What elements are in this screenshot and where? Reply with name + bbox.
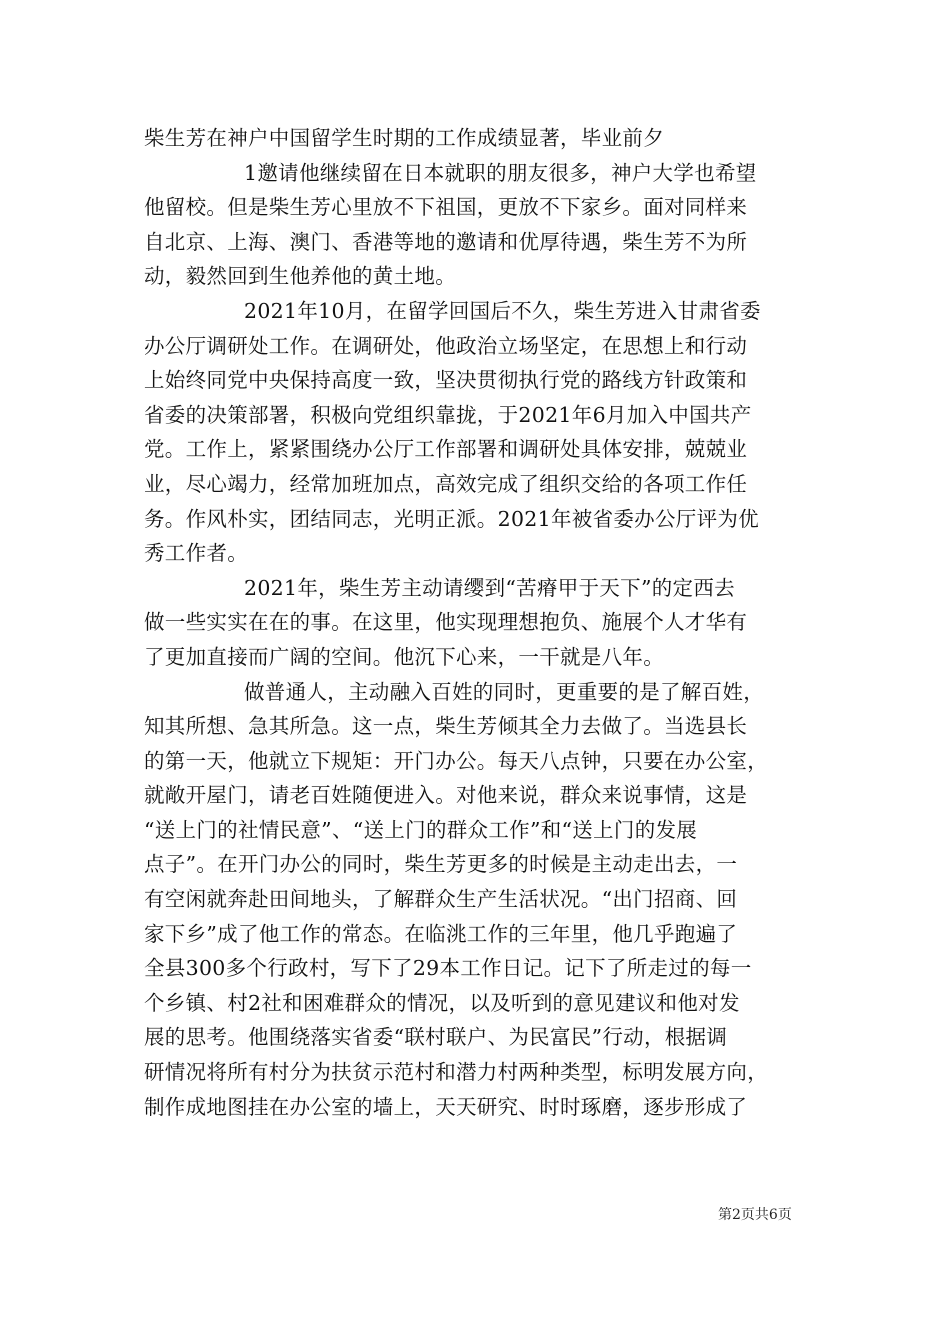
- text-line: 家下乡”成了他工作的常态。在临洮工作的三年里，他几乎跑遍了: [144, 921, 738, 946]
- page-number-footer: 第2页共6页: [718, 1207, 792, 1223]
- text-line: 务。作风朴实，团结同志，光明正派。2021年被省委办公厅评为优: [144, 506, 759, 531]
- text-line: 有空闲就奔赴田间地头，了解群众生产生活状况。“出门招商、回: [144, 887, 738, 912]
- text-line: 制作成地图挂在办公室的墙上，天天研究、时时琢磨，逐步形成了: [144, 1094, 748, 1119]
- text-line: 秀工作者。: [144, 541, 248, 566]
- text-line: 就敞开屋门，请老百姓随便进入。对他来说，群众来说事情，这是: [144, 783, 748, 808]
- text-line: 1邀请他继续留在日本就职的朋友很多，神户大学也希望: [244, 160, 757, 185]
- text-line: 业，尽心竭力，经常加班加点，高效完成了组织交给的各项工作任: [144, 471, 748, 496]
- text-line: 上始终同党中央保持高度一致，坚决贯彻执行党的路线方针政策和: [144, 368, 748, 393]
- text-line: 展的思考。他围绕落实省委“联村联户、为民富民”行动，根据调: [144, 1025, 728, 1050]
- text-line: 动，毅然回到生他养他的黄土地。: [144, 264, 456, 289]
- text-line: 柴生芳在神户中国留学生时期的工作成绩显著，毕业前夕: [144, 126, 664, 150]
- text-line: 的第一天，他就立下规矩：开门办公。每天八点钟，只要在办公室，: [144, 748, 768, 773]
- text-line: 2021年10月，在留学回国后不久，柴生芳进入甘肃省委: [244, 298, 761, 323]
- text-line: 党。工作上，紧紧围绕办公厅工作部署和调研处具体安排，兢兢业: [144, 437, 748, 462]
- text-line: 知其所想、急其所急。这一点，柴生芳倾其全力去做了。当选县长: [144, 714, 748, 739]
- text-line: 全县300多个行政村，写下了29本工作日记。记下了所走过的每一: [144, 956, 752, 981]
- text-line: 个乡镇、村2社和困难群众的情况，以及听到的意见建议和他对发: [144, 990, 740, 1015]
- text-line: 研情况将所有村分为扶贫示范村和潜力村两种类型，标明发展方向，: [144, 1060, 768, 1085]
- text-line: 自北京、上海、澳门、香港等地的邀请和优厚待遇，柴生芳不为所: [144, 229, 748, 254]
- text-line: 了更加直接而广阔的空间。他沉下心来，一干就是八年。: [144, 644, 664, 669]
- text-line: 2021年，柴生芳主动请缨到“苦瘠甲于天下”的定西去: [244, 575, 735, 600]
- text-line: 做一些实实在在的事。在这里，他实现理想抱负、施展个人才华有: [144, 610, 748, 635]
- text-line: “送上门的社情民意”、“送上门的群众工作”和“送上门的发展: [144, 817, 698, 842]
- text-line: 办公厅调研处工作。在调研处，他政治立场坚定，在思想上和行动: [144, 333, 748, 358]
- text-line: 省委的决策部署，积极向党组织靠拢，于2021年6月加入中国共产: [144, 402, 752, 427]
- text-line: 做普通人，主动融入百姓的同时，更重要的是了解百姓，: [244, 679, 764, 704]
- document-body: [144, 121, 824, 1124]
- text-line: 他留校。但是柴生芳心里放不下祖国，更放不下家乡。面对同样来: [144, 195, 748, 220]
- text-line: 点子”。在开门办公的同时，柴生芳更多的时候是主动走出去，一: [144, 852, 738, 877]
